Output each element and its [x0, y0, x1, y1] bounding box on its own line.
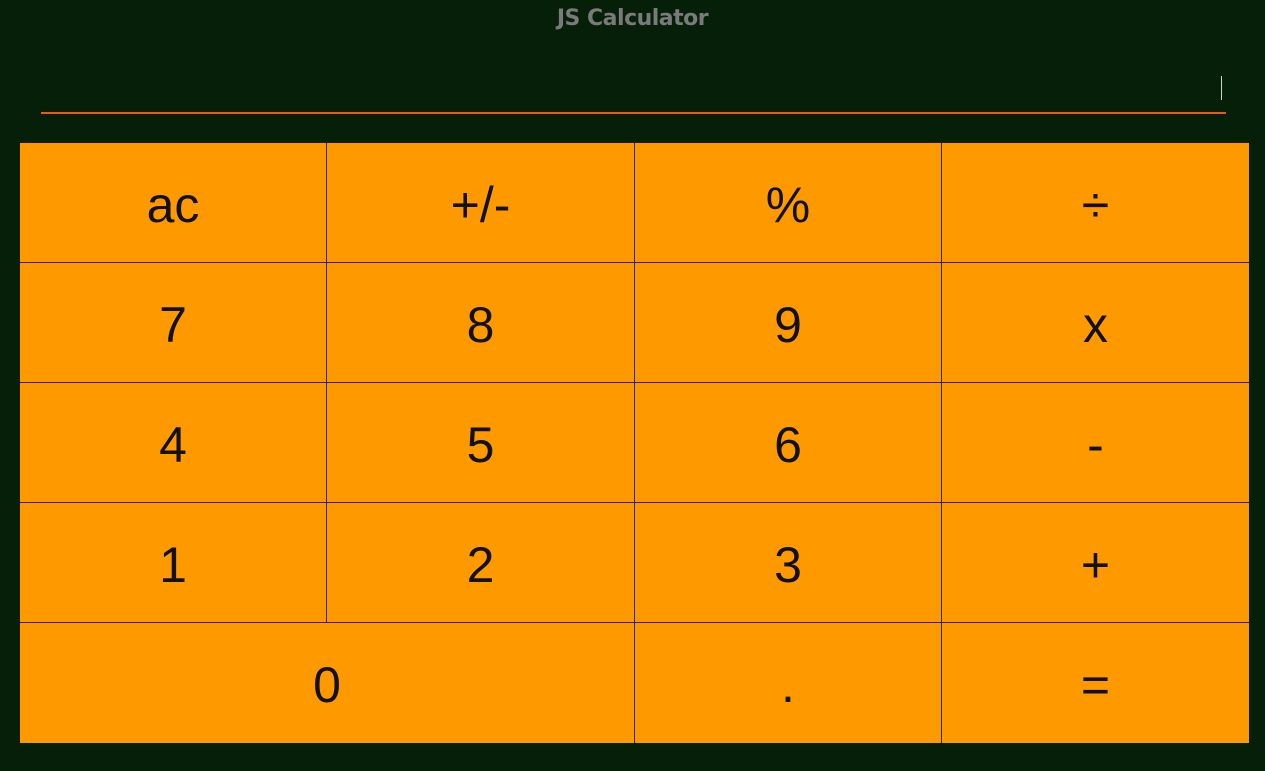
keypad [20, 142, 1249, 742]
digit-1-button[interactable]: 1 [20, 503, 327, 623]
subtract-button[interactable]: - [942, 383, 1249, 503]
digit-9-button[interactable]: 9 [635, 263, 942, 383]
digit-5-button[interactable]: 5 [327, 383, 635, 503]
digit-4-button[interactable]: 4 [20, 383, 327, 503]
equals-button[interactable]: = [942, 623, 1249, 743]
digit-3-button[interactable]: 3 [635, 503, 942, 623]
text-caret [1221, 76, 1222, 100]
app-title: JS Calculator [556, 6, 709, 31]
percent-button[interactable]: % [635, 143, 942, 263]
calculator-display[interactable] [41, 60, 1226, 114]
clear-button[interactable]: ac [20, 143, 327, 263]
add-button[interactable]: + [942, 503, 1249, 623]
digit-6-button[interactable]: 6 [635, 383, 942, 503]
digit-2-button[interactable]: 2 [327, 503, 635, 623]
digit-0-button[interactable]: 0 [20, 623, 635, 743]
decimal-button[interactable]: . [635, 623, 942, 743]
digit-8-button[interactable]: 8 [327, 263, 635, 383]
divide-button[interactable]: ÷ [942, 143, 1249, 263]
multiply-button[interactable]: x [942, 263, 1249, 383]
toggle-sign-button[interactable]: +/- [327, 143, 635, 263]
digit-7-button[interactable]: 7 [20, 263, 327, 383]
